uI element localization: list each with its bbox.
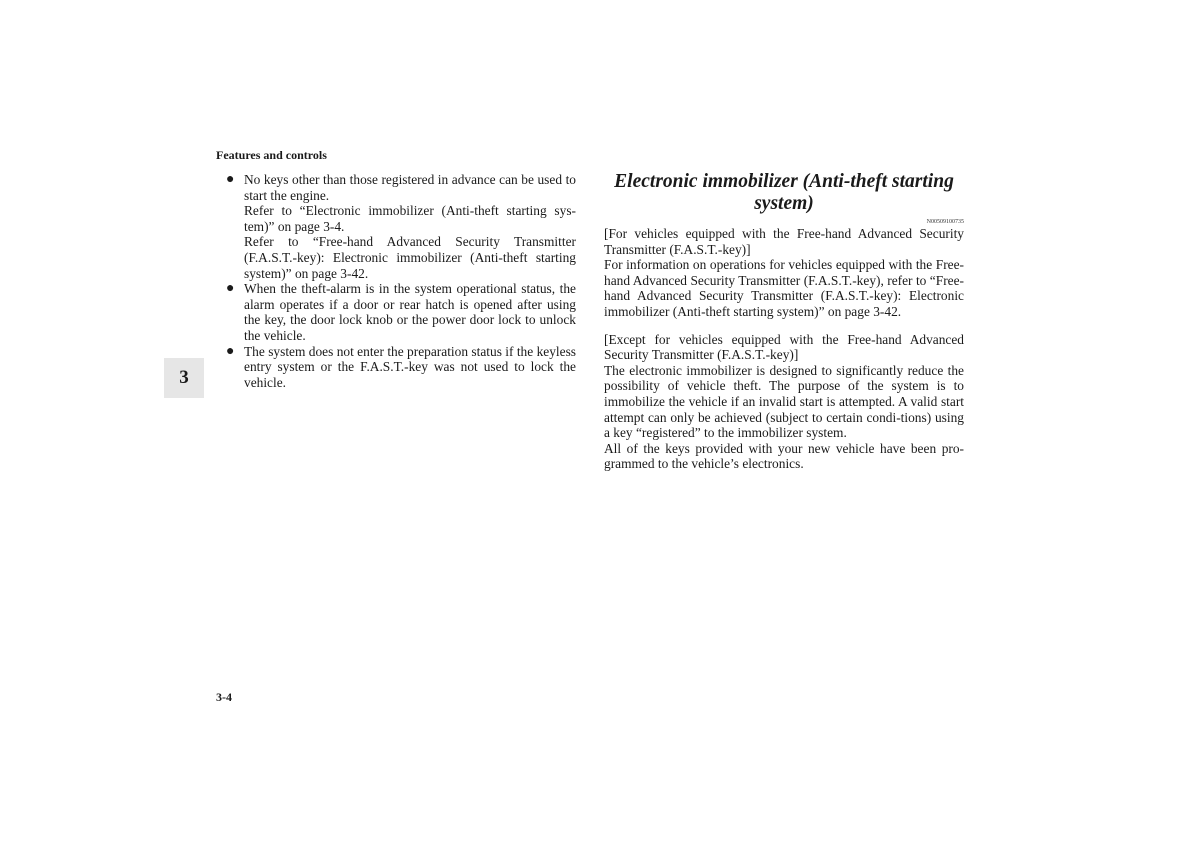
section-header: Features and controls [216,148,327,162]
paragraph-spacer [604,320,964,332]
left-column [226,172,576,390]
list-item [226,281,576,343]
chapter-tab: 3 [164,358,204,398]
applicability-label: [For vehicles equipped with the Free-hand Advanced Security Transmitter (F.A.S.T.-key)] [604,226,964,257]
list-item-text: No keys other than those registered in advance can be used to start the engine. [244,172,576,203]
list-item-text: When the theft-alarm is in the system operational status, the alarm operates if a door or rear hatch is opened after using the key, the door lock knob or the power door lock to unlock the vehicle. [244,281,576,343]
body-paragraph: For information on operations for vehicles equipped with the Free-hand Advanced Security Transmitter (F.A.S.T.-key), refer to “Free-hand Advanced Security Transmitter (F.A.S.T.-key): Electronic immobilizer (Anti-theft starting system)” on page 3-42. [604,257,964,319]
bullet-icon: ● [226,281,235,297]
list-item-body [244,172,576,281]
list-item-text: The system does not enter the preparation status if the keyless entry system or the F.A.S.T.-key was not used to lock the vehicle. [244,343,576,390]
page-number: 3-4 [216,690,232,704]
list-item-body [244,281,576,343]
bullet-icon: ● [226,172,235,187]
section-heading-line: Electronic immobilizer (Anti-theft starting [614,171,954,192]
bullet-icon: ● [226,343,235,359]
list-item [226,344,576,391]
list-item-body [244,344,576,391]
list-item [226,172,576,281]
right-column [604,171,964,472]
section-heading-line: system) [754,193,814,214]
body-paragraph: All of the keys provided with your new vehicle have been pro-grammed to the vehicle’s electronics. [604,440,964,472]
document-code: N00509100735 [926,219,964,225]
cross-reference: Refer to “Electronic immobilizer (Anti-theft starting sys-tem)” on page 3-4. [244,203,576,234]
body-paragraph: The electronic immobilizer is designed to significantly reduce the possibility of vehicle theft. The purpose of the system is to immobilize the vehicle if an invalid start is attempted. A valid start attempt can only be achieved (subject to certain condi-tions) using a key “registered” to the immobilizer system. [604,362,964,441]
cross-reference: Refer to “Free-hand Advanced Security Transmitter (F.A.S.T.-key): Electronic immobilizer (Anti-theft starting system)” on page 3-42. [244,234,576,281]
applicability-label: [Except for vehicles equipped with the Free-hand Advanced Security Transmitter (F.A.S.T.-key)] [604,331,964,363]
section-heading [604,171,964,215]
